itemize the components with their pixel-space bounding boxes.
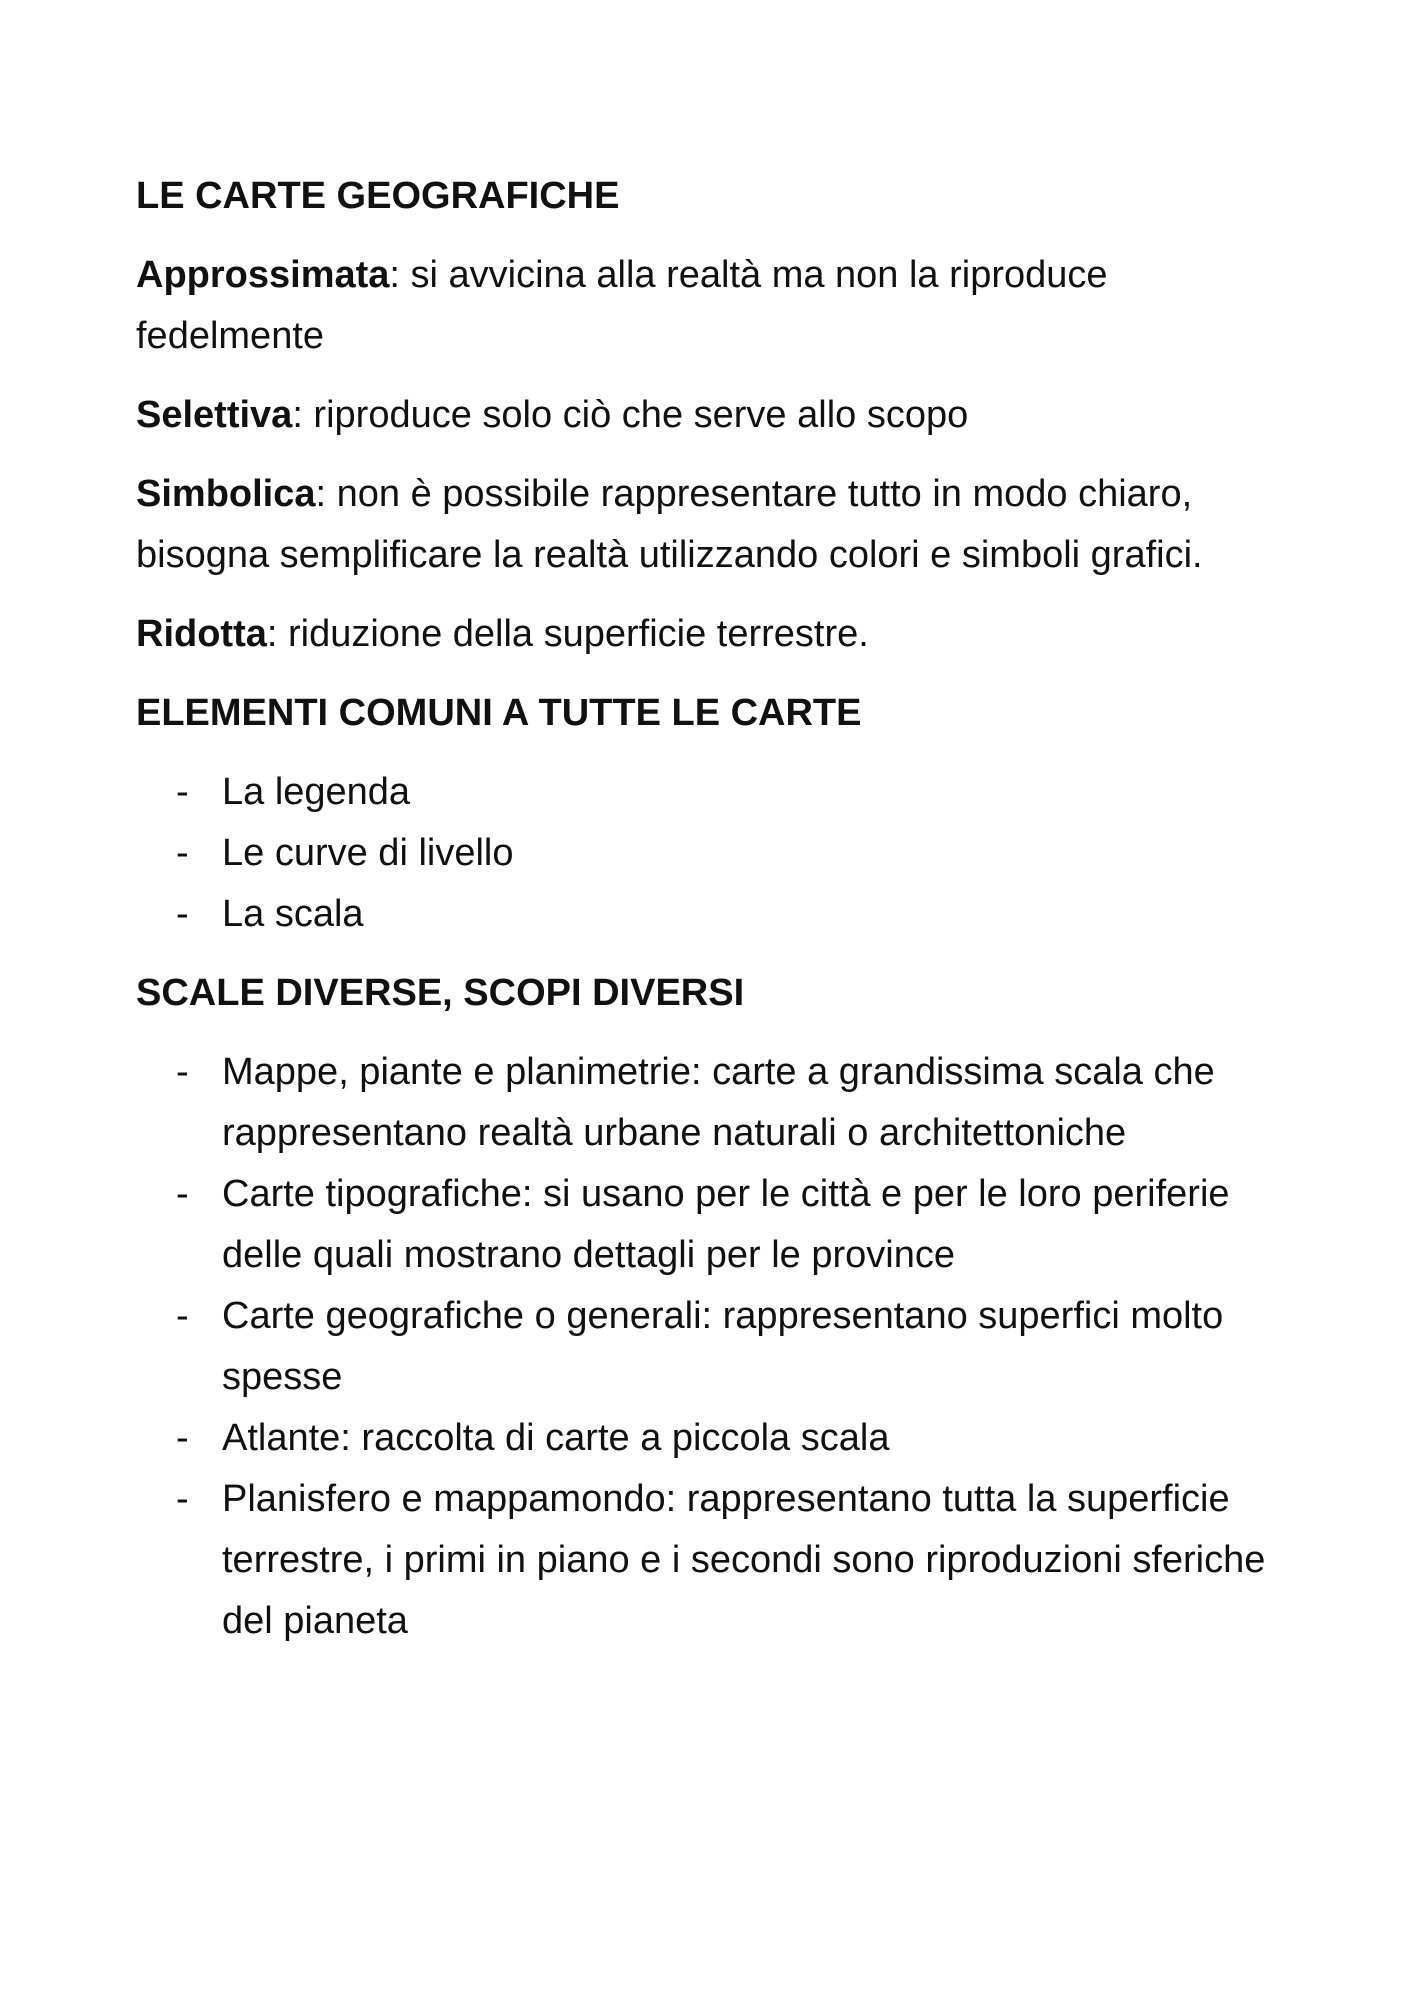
definition-text: : non è possibile rappresentare tutto in modo chiaro, bisogna semplificare la realtà utilizzando colori e simboli grafici. <box>136 473 1203 576</box>
bullet-dash: - <box>176 771 189 813</box>
list-item <box>136 1408 1276 1469</box>
list-item <box>136 823 1276 884</box>
definition-term: Selettiva <box>136 394 293 436</box>
definition-term: Ridotta <box>136 613 267 655</box>
list-item <box>136 762 1276 823</box>
section-heading-elementi: ELEMENTI COMUNI A TUTTE LE CARTE <box>136 692 862 734</box>
list-item <box>136 884 1276 945</box>
definition-simbolica <box>136 464 1276 586</box>
definition-approssimata <box>136 245 1276 367</box>
list-item-text: Carte tipografiche: si usano per le città e per le loro periferie delle quali mostrano dettagli per le province <box>222 1173 1230 1276</box>
list-item <box>136 1042 1276 1164</box>
list-scale <box>136 1042 1276 1652</box>
definition-ridotta <box>136 604 1276 665</box>
section-heading-scale: SCALE DIVERSE, SCOPI DIVERSI <box>136 972 745 1014</box>
list-item-text: Atlante: raccolta di carte a piccola scala <box>222 1417 890 1459</box>
definition-term: Approssimata <box>136 254 390 296</box>
list-item-text: La scala <box>222 893 364 935</box>
definition-text: : si avvicina alla realtà ma non la riproduce fedelmente <box>136 254 1108 357</box>
bullet-dash: - <box>176 893 189 935</box>
definition-selettiva <box>136 385 1276 446</box>
definition-text: : riduzione della superficie terrestre. <box>266 613 869 655</box>
list-item-text: Mappe, piante e planimetrie: carte a grandissima scala che rappresentano realtà urbane naturali o architettoniche <box>222 1051 1215 1154</box>
list-item <box>136 1286 1276 1408</box>
list-item-text: Carte geografiche o generali: rappresentano superfici molto spesse <box>222 1295 1224 1398</box>
bullet-dash: - <box>176 1173 189 1215</box>
list-item-text: La legenda <box>222 771 411 813</box>
list-item-text: Le curve di livello <box>222 832 514 874</box>
bullet-dash: - <box>176 1417 189 1459</box>
bullet-dash: - <box>176 1051 189 1093</box>
list-item-text: Planisfero e mappamondo: rappresentano tutta la superficie terrestre, i primi in piano e i secondi sono riproduzioni sferiche del pianeta <box>222 1478 1266 1642</box>
page-title: LE CARTE GEOGRAFICHE <box>136 175 620 217</box>
list-elementi <box>136 762 1276 945</box>
list-item <box>136 1164 1276 1286</box>
list-item <box>136 1469 1276 1652</box>
bullet-dash: - <box>176 1478 189 1520</box>
definition-term: Simbolica <box>136 473 316 515</box>
definition-text: : riproduce solo ciò che serve allo scopo <box>292 394 969 436</box>
bullet-dash: - <box>176 832 189 874</box>
document-page <box>136 166 1276 1670</box>
bullet-dash: - <box>176 1295 189 1337</box>
